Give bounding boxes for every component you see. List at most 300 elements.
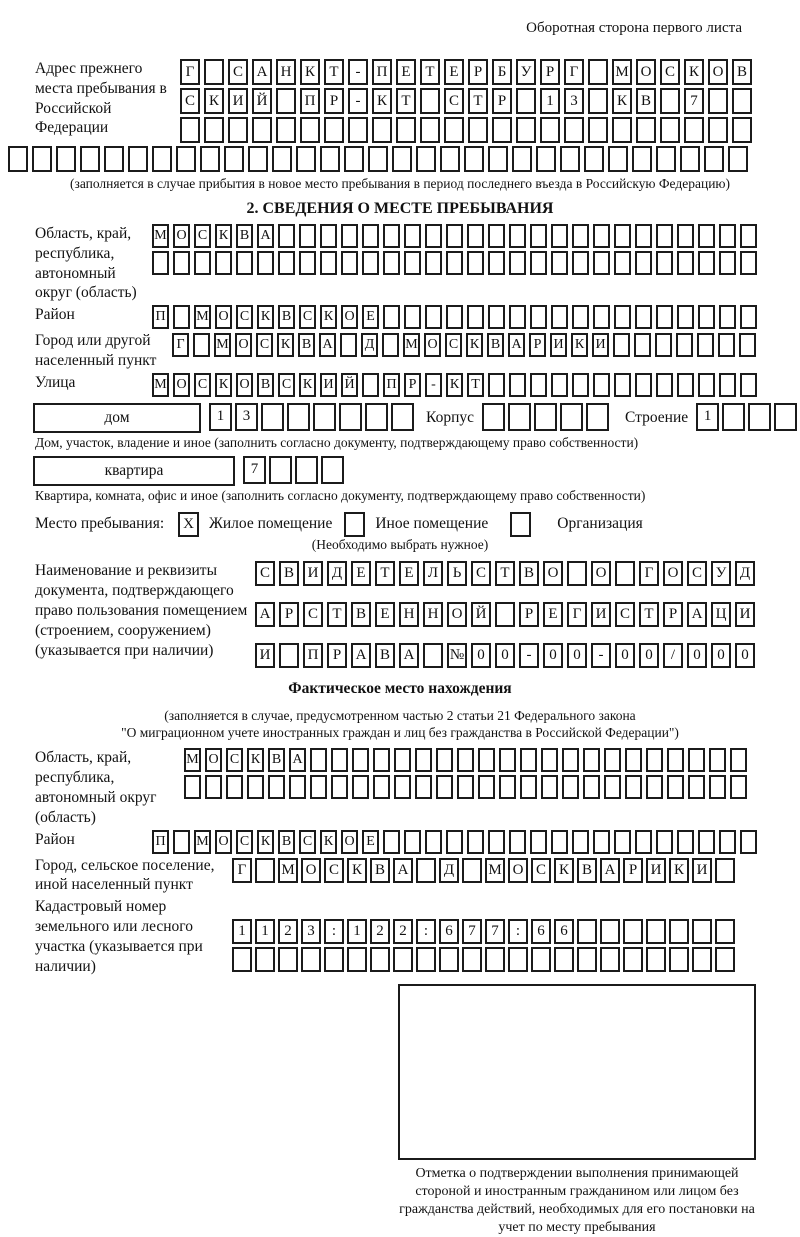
char-box[interactable]: № xyxy=(447,643,467,668)
char-box[interactable]: И xyxy=(228,88,248,114)
char-box[interactable] xyxy=(583,748,600,772)
char-box[interactable] xyxy=(718,333,735,357)
char-box[interactable]: - xyxy=(348,59,368,85)
char-box[interactable] xyxy=(439,947,459,972)
char-box[interactable] xyxy=(669,947,689,972)
char-box[interactable] xyxy=(698,373,715,397)
char-box[interactable] xyxy=(488,224,505,248)
char-box[interactable] xyxy=(200,146,220,172)
char-box[interactable] xyxy=(173,251,190,275)
char-box[interactable] xyxy=(656,305,673,329)
char-box[interactable] xyxy=(740,251,757,275)
char-box[interactable]: О xyxy=(215,305,232,329)
char-box[interactable]: П xyxy=(152,830,169,854)
char-box[interactable]: Р xyxy=(540,59,560,85)
char-box[interactable] xyxy=(564,117,584,143)
char-box[interactable]: А xyxy=(257,224,274,248)
char-box[interactable]: С xyxy=(226,748,243,772)
char-box[interactable] xyxy=(577,919,597,944)
char-box[interactable]: И xyxy=(591,602,611,627)
char-box[interactable] xyxy=(593,224,610,248)
char-box[interactable] xyxy=(669,919,689,944)
char-box[interactable] xyxy=(709,775,726,799)
char-box[interactable] xyxy=(299,224,316,248)
char-box[interactable]: М xyxy=(152,373,169,397)
char-box[interactable] xyxy=(698,251,715,275)
char-box[interactable]: Е xyxy=(399,561,419,586)
char-box[interactable]: Т xyxy=(324,59,344,85)
char-box[interactable]: С xyxy=(236,305,253,329)
char-box[interactable] xyxy=(488,830,505,854)
char-box[interactable]: Г xyxy=(180,59,200,85)
char-box[interactable] xyxy=(684,117,704,143)
char-box[interactable] xyxy=(464,146,484,172)
char-box[interactable] xyxy=(425,224,442,248)
char-box[interactable]: М xyxy=(485,858,505,883)
char-box[interactable]: В xyxy=(577,858,597,883)
char-box[interactable]: А xyxy=(351,643,371,668)
char-box[interactable] xyxy=(348,117,368,143)
char-box[interactable]: И xyxy=(735,602,755,627)
char-box[interactable]: 0 xyxy=(495,643,515,668)
char-box[interactable] xyxy=(508,947,528,972)
char-box[interactable] xyxy=(382,333,399,357)
char-box[interactable] xyxy=(635,251,652,275)
char-box[interactable]: П xyxy=(300,88,320,114)
char-box[interactable] xyxy=(732,117,752,143)
char-box[interactable] xyxy=(446,224,463,248)
char-box[interactable] xyxy=(530,251,547,275)
char-box[interactable]: Т xyxy=(468,88,488,114)
char-box[interactable]: К xyxy=(372,88,392,114)
char-box[interactable] xyxy=(492,117,512,143)
char-box[interactable] xyxy=(577,947,597,972)
char-box[interactable]: 2 xyxy=(278,919,298,944)
char-box[interactable]: 6 xyxy=(531,919,551,944)
char-box[interactable]: П xyxy=(303,643,323,668)
char-box[interactable] xyxy=(478,775,495,799)
char-box[interactable] xyxy=(352,775,369,799)
char-box[interactable]: К xyxy=(347,858,367,883)
char-box[interactable] xyxy=(646,919,666,944)
char-box[interactable] xyxy=(715,947,735,972)
char-box[interactable]: В xyxy=(732,59,752,85)
char-box[interactable]: С xyxy=(303,602,323,627)
char-box[interactable] xyxy=(719,251,736,275)
char-box[interactable] xyxy=(193,333,210,357)
char-box[interactable] xyxy=(383,224,400,248)
char-box[interactable] xyxy=(373,748,390,772)
char-box[interactable] xyxy=(562,775,579,799)
char-box[interactable]: Р xyxy=(468,59,488,85)
char-box[interactable] xyxy=(740,224,757,248)
char-box[interactable] xyxy=(499,775,516,799)
char-box[interactable]: П xyxy=(372,59,392,85)
char-box[interactable]: Г xyxy=(567,602,587,627)
char-box[interactable] xyxy=(404,830,421,854)
char-box[interactable]: Д xyxy=(735,561,755,586)
char-box[interactable]: А xyxy=(393,858,413,883)
char-box[interactable]: О xyxy=(301,858,321,883)
char-box[interactable]: Р xyxy=(404,373,421,397)
char-box[interactable] xyxy=(692,919,712,944)
char-box[interactable] xyxy=(530,305,547,329)
char-box[interactable]: Й xyxy=(341,373,358,397)
char-box[interactable] xyxy=(299,251,316,275)
char-box[interactable] xyxy=(739,333,756,357)
char-box[interactable] xyxy=(692,947,712,972)
char-box[interactable]: Е xyxy=(543,602,563,627)
char-box[interactable] xyxy=(583,775,600,799)
char-box[interactable]: 1 xyxy=(209,403,232,431)
char-box[interactable] xyxy=(268,775,285,799)
char-box[interactable] xyxy=(623,919,643,944)
char-box[interactable]: С xyxy=(228,59,248,85)
char-box[interactable] xyxy=(478,748,495,772)
char-box[interactable] xyxy=(551,251,568,275)
char-box[interactable] xyxy=(204,117,224,143)
char-box[interactable]: К xyxy=(320,830,337,854)
char-box[interactable]: Т xyxy=(420,59,440,85)
char-box[interactable] xyxy=(660,117,680,143)
char-box[interactable] xyxy=(362,373,379,397)
char-box[interactable] xyxy=(554,947,574,972)
char-box[interactable]: М xyxy=(278,858,298,883)
char-box[interactable] xyxy=(341,251,358,275)
char-box[interactable] xyxy=(562,748,579,772)
char-box[interactable]: О xyxy=(636,59,656,85)
char-box[interactable] xyxy=(340,333,357,357)
char-box[interactable] xyxy=(184,775,201,799)
char-box[interactable]: 1 xyxy=(540,88,560,114)
char-box[interactable]: Р xyxy=(529,333,546,357)
char-box[interactable] xyxy=(339,403,362,431)
char-box[interactable] xyxy=(396,117,416,143)
char-box[interactable]: И xyxy=(692,858,712,883)
char-box[interactable] xyxy=(656,373,673,397)
char-box[interactable] xyxy=(656,224,673,248)
char-box[interactable]: Р xyxy=(623,858,643,883)
char-box[interactable]: 0 xyxy=(615,643,635,668)
char-box[interactable] xyxy=(372,117,392,143)
char-box[interactable]: 1 xyxy=(232,919,252,944)
char-box[interactable]: В xyxy=(370,858,390,883)
char-box[interactable]: Е xyxy=(351,561,371,586)
char-box[interactable] xyxy=(636,117,656,143)
char-box[interactable]: Р xyxy=(279,602,299,627)
char-box[interactable]: В xyxy=(278,830,295,854)
char-box[interactable] xyxy=(615,561,635,586)
char-box[interactable]: С xyxy=(236,830,253,854)
char-box[interactable] xyxy=(656,830,673,854)
char-box[interactable] xyxy=(444,117,464,143)
char-box[interactable]: К xyxy=(320,305,337,329)
char-box[interactable] xyxy=(467,251,484,275)
char-box[interactable] xyxy=(321,456,344,484)
char-box[interactable] xyxy=(698,224,715,248)
char-box[interactable]: С xyxy=(255,561,275,586)
char-box[interactable]: К xyxy=(215,224,232,248)
char-box[interactable] xyxy=(420,117,440,143)
char-box[interactable]: 7 xyxy=(243,456,266,484)
char-box[interactable]: О xyxy=(235,333,252,357)
char-box[interactable] xyxy=(593,251,610,275)
char-box[interactable]: О xyxy=(215,830,232,854)
char-box[interactable]: К xyxy=(466,333,483,357)
char-box[interactable] xyxy=(688,748,705,772)
char-box[interactable] xyxy=(646,775,663,799)
char-box[interactable]: Т xyxy=(375,561,395,586)
char-box[interactable] xyxy=(224,146,244,172)
char-box[interactable] xyxy=(392,146,412,172)
char-box[interactable]: К xyxy=(446,373,463,397)
char-box[interactable]: 7 xyxy=(462,919,482,944)
char-box[interactable] xyxy=(708,88,728,114)
char-box[interactable] xyxy=(704,146,724,172)
char-box[interactable] xyxy=(623,947,643,972)
char-box[interactable] xyxy=(530,830,547,854)
char-box[interactable] xyxy=(646,947,666,972)
char-box[interactable] xyxy=(551,305,568,329)
char-box[interactable]: Д xyxy=(361,333,378,357)
organizatsiya-checkbox[interactable] xyxy=(510,512,531,537)
char-box[interactable] xyxy=(572,830,589,854)
char-box[interactable]: С xyxy=(194,224,211,248)
char-box[interactable] xyxy=(667,748,684,772)
char-box[interactable]: 0 xyxy=(687,643,707,668)
char-box[interactable] xyxy=(660,88,680,114)
char-box[interactable] xyxy=(404,251,421,275)
char-box[interactable] xyxy=(104,146,124,172)
char-box[interactable] xyxy=(457,748,474,772)
char-box[interactable] xyxy=(572,305,589,329)
char-box[interactable] xyxy=(600,919,620,944)
char-box[interactable] xyxy=(722,403,745,431)
char-box[interactable] xyxy=(226,775,243,799)
char-box[interactable]: В xyxy=(257,373,274,397)
char-box[interactable] xyxy=(404,305,421,329)
char-box[interactable]: С xyxy=(660,59,680,85)
char-box[interactable]: Г xyxy=(232,858,252,883)
char-box[interactable]: К xyxy=(571,333,588,357)
char-box[interactable] xyxy=(255,947,275,972)
char-box[interactable]: : xyxy=(416,919,436,944)
char-box[interactable] xyxy=(232,947,252,972)
char-box[interactable]: 6 xyxy=(439,919,459,944)
char-box[interactable] xyxy=(278,251,295,275)
char-box[interactable] xyxy=(415,748,432,772)
char-box[interactable] xyxy=(698,305,715,329)
char-box[interactable] xyxy=(205,775,222,799)
char-box[interactable] xyxy=(600,947,620,972)
char-box[interactable] xyxy=(677,373,694,397)
char-box[interactable]: С xyxy=(180,88,200,114)
char-box[interactable]: К xyxy=(554,858,574,883)
char-box[interactable] xyxy=(176,146,196,172)
inoe-checkbox[interactable] xyxy=(344,512,365,537)
char-box[interactable] xyxy=(520,748,537,772)
char-box[interactable]: - xyxy=(425,373,442,397)
char-box[interactable] xyxy=(740,305,757,329)
char-box[interactable] xyxy=(152,146,172,172)
char-box[interactable] xyxy=(365,403,388,431)
char-box[interactable] xyxy=(56,146,76,172)
char-box[interactable] xyxy=(508,403,531,431)
char-box[interactable] xyxy=(320,224,337,248)
char-box[interactable]: А xyxy=(319,333,336,357)
char-box[interactable] xyxy=(261,403,284,431)
char-box[interactable] xyxy=(740,373,757,397)
char-box[interactable]: 3 xyxy=(301,919,321,944)
char-box[interactable]: Р xyxy=(519,602,539,627)
char-box[interactable]: : xyxy=(324,919,344,944)
char-box[interactable] xyxy=(551,830,568,854)
char-box[interactable]: О xyxy=(591,561,611,586)
char-box[interactable]: 2 xyxy=(370,919,390,944)
char-box[interactable] xyxy=(300,117,320,143)
char-box[interactable]: М xyxy=(184,748,201,772)
char-box[interactable] xyxy=(279,643,299,668)
char-box[interactable]: О xyxy=(663,561,683,586)
char-box[interactable] xyxy=(467,830,484,854)
char-box[interactable] xyxy=(173,305,190,329)
char-box[interactable] xyxy=(625,775,642,799)
char-box[interactable] xyxy=(560,146,580,172)
char-box[interactable]: С xyxy=(299,830,316,854)
char-box[interactable] xyxy=(719,373,736,397)
char-box[interactable]: В xyxy=(278,305,295,329)
char-box[interactable] xyxy=(709,748,726,772)
char-box[interactable] xyxy=(635,224,652,248)
char-box[interactable] xyxy=(516,117,536,143)
char-box[interactable]: О xyxy=(508,858,528,883)
char-box[interactable] xyxy=(632,146,652,172)
char-box[interactable]: В xyxy=(487,333,504,357)
char-box[interactable] xyxy=(680,146,700,172)
char-box[interactable] xyxy=(468,117,488,143)
char-box[interactable] xyxy=(740,830,757,854)
char-box[interactable]: О xyxy=(236,373,253,397)
char-box[interactable]: И xyxy=(550,333,567,357)
char-box[interactable]: А xyxy=(687,602,707,627)
char-box[interactable]: С xyxy=(278,373,295,397)
char-box[interactable] xyxy=(383,830,400,854)
char-box[interactable]: 6 xyxy=(554,919,574,944)
char-box[interactable] xyxy=(462,858,482,883)
char-box[interactable] xyxy=(373,775,390,799)
char-box[interactable]: К xyxy=(300,59,320,85)
char-box[interactable] xyxy=(530,224,547,248)
char-box[interactable] xyxy=(719,224,736,248)
char-box[interactable]: Л xyxy=(423,561,443,586)
char-box[interactable]: К xyxy=(684,59,704,85)
char-box[interactable]: Н xyxy=(276,59,296,85)
char-box[interactable]: К xyxy=(247,748,264,772)
char-box[interactable] xyxy=(688,775,705,799)
char-box[interactable] xyxy=(324,117,344,143)
char-box[interactable] xyxy=(462,947,482,972)
char-box[interactable] xyxy=(667,775,684,799)
char-box[interactable] xyxy=(677,305,694,329)
char-box[interactable] xyxy=(646,748,663,772)
char-box[interactable] xyxy=(296,146,316,172)
char-box[interactable] xyxy=(394,775,411,799)
char-box[interactable]: В xyxy=(351,602,371,627)
char-box[interactable]: В xyxy=(279,561,299,586)
char-box[interactable]: Д xyxy=(439,858,459,883)
char-box[interactable]: М xyxy=(152,224,169,248)
char-box[interactable]: Н xyxy=(423,602,443,627)
char-box[interactable]: 2 xyxy=(393,919,413,944)
char-box[interactable]: С xyxy=(445,333,462,357)
char-box[interactable] xyxy=(588,117,608,143)
char-box[interactable] xyxy=(194,251,211,275)
char-box[interactable]: Д xyxy=(327,561,347,586)
char-box[interactable] xyxy=(656,251,673,275)
char-box[interactable] xyxy=(8,146,28,172)
char-box[interactable] xyxy=(331,775,348,799)
char-box[interactable] xyxy=(383,251,400,275)
char-box[interactable] xyxy=(482,403,505,431)
char-box[interactable]: О xyxy=(173,373,190,397)
char-box[interactable]: А xyxy=(255,602,275,627)
char-box[interactable]: К xyxy=(669,858,689,883)
char-box[interactable] xyxy=(520,775,537,799)
char-box[interactable]: А xyxy=(508,333,525,357)
char-box[interactable]: О xyxy=(447,602,467,627)
char-box[interactable] xyxy=(488,305,505,329)
char-box[interactable]: Т xyxy=(327,602,347,627)
char-box[interactable]: Р xyxy=(324,88,344,114)
dom-field-box[interactable] xyxy=(33,403,201,433)
char-box[interactable]: П xyxy=(152,305,169,329)
char-box[interactable]: Й xyxy=(471,602,491,627)
char-box[interactable]: Г xyxy=(564,59,584,85)
char-box[interactable]: Т xyxy=(639,602,659,627)
char-box[interactable]: О xyxy=(424,333,441,357)
char-box[interactable] xyxy=(541,775,558,799)
char-box[interactable]: Т xyxy=(396,88,416,114)
char-box[interactable]: И xyxy=(320,373,337,397)
char-box[interactable] xyxy=(80,146,100,172)
char-box[interactable] xyxy=(551,224,568,248)
char-box[interactable] xyxy=(531,947,551,972)
char-box[interactable] xyxy=(287,403,310,431)
char-box[interactable] xyxy=(295,456,318,484)
char-box[interactable]: А xyxy=(600,858,620,883)
char-box[interactable]: Ц xyxy=(711,602,731,627)
char-box[interactable]: Б xyxy=(492,59,512,85)
char-box[interactable]: И xyxy=(646,858,666,883)
char-box[interactable] xyxy=(488,146,508,172)
char-box[interactable] xyxy=(635,830,652,854)
char-box[interactable] xyxy=(730,775,747,799)
char-box[interactable]: 7 xyxy=(485,919,505,944)
char-box[interactable] xyxy=(269,456,292,484)
char-box[interactable] xyxy=(612,117,632,143)
char-box[interactable] xyxy=(32,146,52,172)
char-box[interactable] xyxy=(276,88,296,114)
char-box[interactable]: 3 xyxy=(235,403,258,431)
char-box[interactable] xyxy=(588,88,608,114)
char-box[interactable] xyxy=(416,947,436,972)
char-box[interactable] xyxy=(560,403,583,431)
char-box[interactable]: О xyxy=(341,305,358,329)
char-box[interactable]: С xyxy=(444,88,464,114)
char-box[interactable]: Р xyxy=(492,88,512,114)
char-box[interactable]: Г xyxy=(172,333,189,357)
char-box[interactable] xyxy=(425,251,442,275)
